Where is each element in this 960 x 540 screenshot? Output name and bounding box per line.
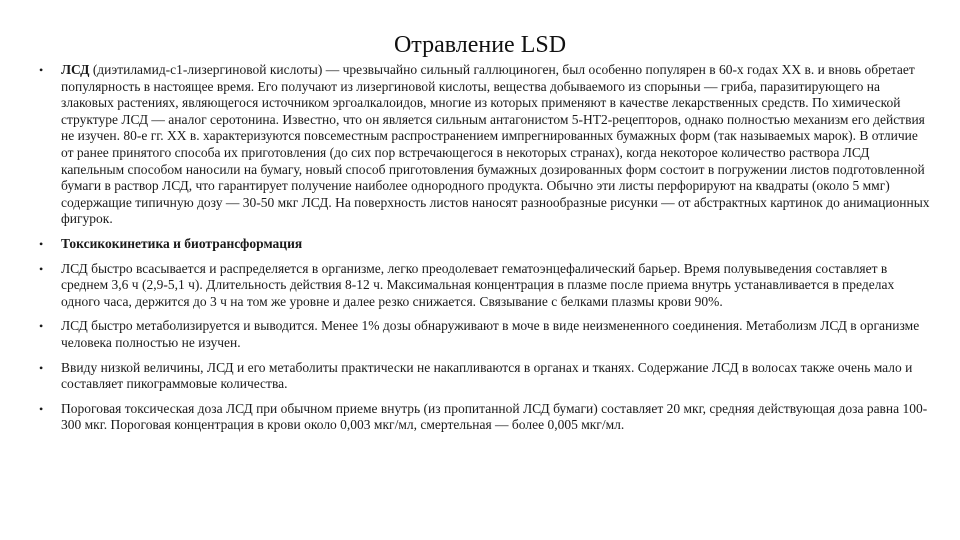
bullet-body: (диэтиламид-с1-лизергиновой кислоты) — чрезвычайно сильный галлюциноген, был особенно популярен в 60-х годах XX в. и вновь обретает популярность в настоящее время. Его получают из лизергиновой кислоты, вещества добываемого из спорыньи — гриба, паразитирующего на злаковых растениях, являющегося источником эргоалкалоидов, многие из которых применяют в качестве лекарственных средств. По химической структуре ЛСД — аналог серотонина. Известно, что он является сильным антагонистом 5-НТ2-рецепторов, однако полностью механизм его действия не изучен. 80-е гг. XX в. характеризуются повсеместным распространением импрегнированных бумажных форм (так называемых марок). В отличие от ранее принятого способа их приготовления (до сих пор встречающегося в некоторых странах), когда некоторое количество раствора ЛСД капельным способом наносили на бумагу, новый способ приготовления бумажных дозированных форм состоит в погружении листов подготовленной бумаги в раствор ЛСД, что гарантирует получение наиболее однородного продукта. Обычно эти листы перфорируют на квадраты (около 5 ммг) содержащие типичную дозу — 30-50 мкг ЛСД. На поверхность листов наносят разнообразные рисунки — от абстрактных картинок до анимационных фигурок. xyxy=(61,62,930,227)
bullet-marker: • xyxy=(39,236,44,251)
bullet-marker: • xyxy=(39,319,44,334)
bullet-body: ЛСД быстро всасывается и распределяется в организме, легко преодолевает гематоэнцефалический барьер. Время полувыведения составляет в среднем 3,6 ч (2,9-5,1 ч). Длительность действия 8-12 ч. Максимальная концентрация в плазме после приема внутрь устанавливается в пределах одного часа, держится до 3 ч на том же уровне и далее резко снижается. Связывание с белками плазмы крови 90%. xyxy=(61,260,895,309)
bullet-body: ЛСД быстро метаболизируется и выводится. Менее 1% дозы обнаруживают в моче в виде неизмененного соединения. Метаболизм ЛСД в организме человека полностью не изучен. xyxy=(61,318,920,350)
bullet-marker: • xyxy=(39,63,44,77)
bullet-heading: Токсикокинетика и биотрансформация xyxy=(61,235,303,251)
bullet-body: Пороговая токсическая доза ЛСД при обычном приеме внутрь (из пропитанной ЛСД бумаги) составляет 20 мкг, средняя действующая доза равна 100-300 мкг. Пороговая концентрация в крови около 0,003 мкг/мл, смертельная — более 0,005 мкг/мл. xyxy=(61,400,928,433)
bullet-item xyxy=(30,236,930,253)
bullet-marker: • xyxy=(39,261,44,276)
slide-title: Отравление LSD xyxy=(393,32,567,58)
bullet-text xyxy=(61,62,930,228)
bullet-item xyxy=(30,360,930,393)
bullet-marker: • xyxy=(39,360,44,375)
bullet-marker: • xyxy=(39,401,44,416)
bullet-item xyxy=(30,318,930,351)
bullet-item xyxy=(30,261,930,311)
bullet-body: Ввиду низкой величины, ЛСД и его метаболиты практически не накапливаются в органах и тканях. Содержание ЛСД в волосах также очень мало и составляет пикограммовые количества. xyxy=(61,359,913,392)
bullet-item xyxy=(30,401,930,434)
slide-content xyxy=(30,62,930,442)
bullet-lead: ЛСД xyxy=(61,62,90,77)
bullet-text xyxy=(61,236,930,253)
bullet-item xyxy=(30,62,930,228)
